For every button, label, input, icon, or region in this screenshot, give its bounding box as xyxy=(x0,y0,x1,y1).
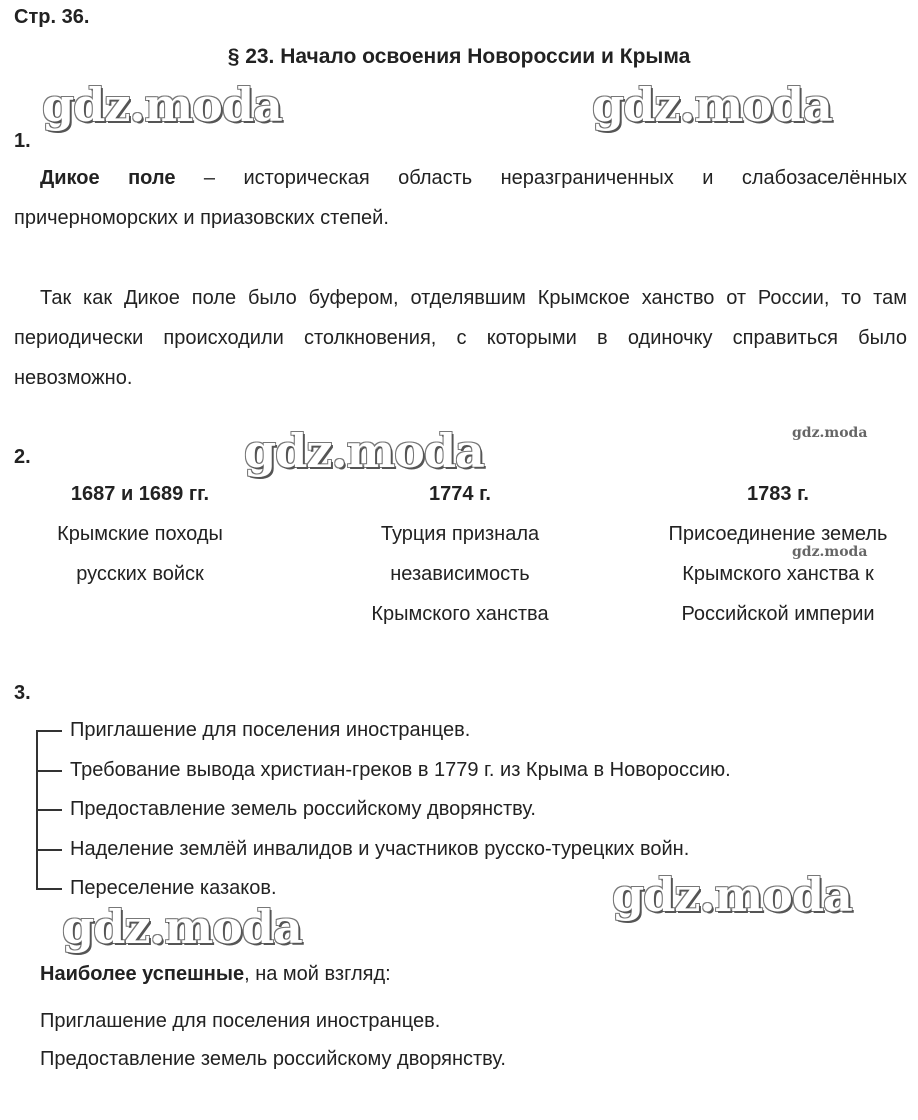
event-year: 1774 г. xyxy=(429,483,491,505)
list-item: Наделение землёй инвалидов и участников русско-турецких войн. xyxy=(70,838,690,860)
event-column xyxy=(340,474,580,634)
list-item: Требование вывода христиан-греков в 1779 г. из Крыма в Новороссию. xyxy=(70,759,731,781)
watermark: gdz.moda xyxy=(62,900,302,954)
question-number-2: 2. xyxy=(14,446,31,468)
term: Дикое поле xyxy=(40,167,176,189)
event-line: Турция признала xyxy=(380,523,540,545)
definition-paragraph xyxy=(14,158,907,238)
event-year: 1687 и 1689 гг. xyxy=(70,483,210,505)
best-item: Предоставление земель российскому дворянству. xyxy=(40,1048,506,1070)
event-line: независимость xyxy=(390,563,530,585)
event-column xyxy=(20,474,260,594)
page-title: § 23. Начало освоения Новороссии и Крыма xyxy=(227,45,691,68)
event-line: Российской империи xyxy=(681,603,875,625)
event-column xyxy=(640,474,916,634)
event-line: Присоединение земель xyxy=(668,523,888,545)
list-tick xyxy=(36,770,62,772)
list-item: Приглашение для поселения иностранцев. xyxy=(70,719,471,741)
best-heading xyxy=(40,963,391,986)
best-suffix: , на мой взгляд: xyxy=(244,963,391,985)
event-year: 1783 г. xyxy=(747,483,809,505)
watermark: gdz.moda xyxy=(592,78,832,132)
list-item: Переселение казаков. xyxy=(70,877,277,899)
explanation-text: Так как Дикое поле было буфером, отделявшим Крымское ханство от России, то там периодически происходили столкновения, с которыми в одиночку справиться было невозможно. xyxy=(14,287,907,389)
question-number-1: 1. xyxy=(14,130,31,152)
list-tick xyxy=(36,730,62,732)
question-number-3: 3. xyxy=(14,682,31,704)
event-line: Крымского ханства к xyxy=(682,563,874,585)
page-number: Стр. 36. xyxy=(14,6,90,28)
watermark: gdz.moda xyxy=(244,424,484,478)
list-tick xyxy=(36,809,62,811)
explanation-paragraph xyxy=(14,278,907,398)
watermark: gdz.moda xyxy=(792,544,868,560)
best-label: Наиболее успешные xyxy=(40,963,245,985)
watermark: gdz.moda xyxy=(612,868,852,922)
best-item: Приглашение для поселения иностранцев. xyxy=(40,1010,441,1032)
list-tick xyxy=(36,888,62,890)
watermark: gdz.moda xyxy=(42,78,282,132)
definition-text: – историческая область неразграниченных и слабозаселённых причерноморских и приазовских степей. xyxy=(14,167,907,229)
list-tick xyxy=(36,849,62,851)
watermark: gdz.moda xyxy=(792,425,868,441)
event-line: Крымского ханства xyxy=(371,603,549,625)
list-item: Предоставление земель российскому дворянству. xyxy=(70,798,536,820)
event-line: Крымские походы xyxy=(57,523,223,545)
event-line: русских войск xyxy=(76,563,204,585)
